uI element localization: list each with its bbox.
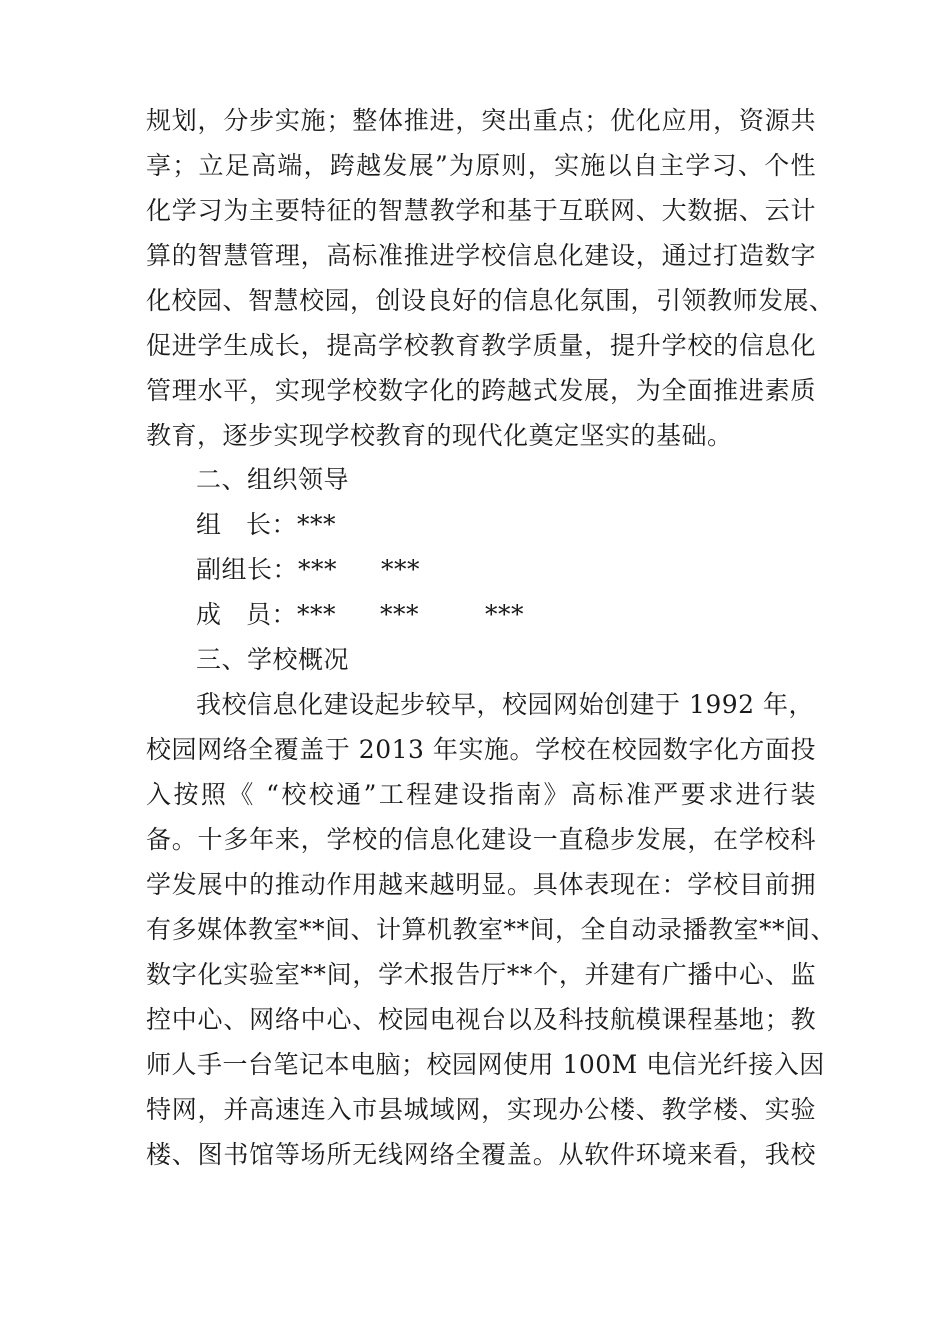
paragraph2-line-7: 数字化实验室**间，学术报告厅**个，并建有广播中心、监 xyxy=(146,960,816,989)
member-name-2: *** xyxy=(380,600,420,629)
member-name-1: *** xyxy=(297,600,337,629)
section-heading-school-overview: 三、学校概况 xyxy=(196,645,350,674)
vice-leader-name-1: *** xyxy=(298,555,338,584)
paragraph1-line-6: 促进学生成长，提高学校教育教学质量，提升学校的信息化 xyxy=(146,331,816,360)
section-heading-organization: 二、组织领导 xyxy=(196,465,350,494)
paragraph1-line-3: 化学习为主要特征的智慧教学和基于互联网、大数据、云计 xyxy=(146,196,816,225)
paragraph1-line-4: 算的智慧管理，高标准推进学校信息化建设，通过打造数字 xyxy=(146,241,816,270)
paragraph2-line-5: 学发展中的推动作用越来越明显。具体表现在：学校目前拥 xyxy=(146,870,816,899)
paragraph2-line-3: 入按照《 “校校通”工程建设指南》高标准严要求进行装 xyxy=(146,780,816,809)
vice-leader-name-2: *** xyxy=(381,555,421,584)
paragraph2-line-1: 我校信息化建设起步较早，校园网始创建于 1992 年， xyxy=(196,690,815,719)
vice-leader-label: 副组长： xyxy=(196,555,299,584)
vice-leader-row xyxy=(196,547,420,592)
paragraph2-line-11: 楼、图书馆等场所无线网络全覆盖。从软件环境来看，我校 xyxy=(146,1140,816,1169)
leader-name: *** xyxy=(297,510,337,539)
paragraph2-line-8: 控中心、网络中心、校园电视台以及科技航模课程基地；教 xyxy=(146,1005,816,1034)
paragraph2-line-9: 师人手一台笔记本电脑；校园网使用 100M 电信光纤接入因 xyxy=(146,1050,825,1079)
paragraph1-line-7: 管理水平，实现学校数字化的跨越式发展，为全面推进素质 xyxy=(146,376,816,405)
paragraph2-line-10: 特网，并高速连入市县城域网，实现办公楼、教学楼、实验 xyxy=(146,1095,816,1124)
members-label: 成 员： xyxy=(196,600,298,629)
leader-row xyxy=(196,502,336,547)
paragraph1-line-8: 教育，逐步实现学校教育的现代化奠定坚实的基础。 xyxy=(146,421,733,450)
paragraph1-line-1: 规划，分步实施；整体推进，突出重点；优化应用，资源共 xyxy=(146,106,816,135)
paragraph1-line-5: 化校园、智慧校园，创设良好的信息化氛围，引领教师发展、 xyxy=(146,286,835,315)
paragraph2-line-4: 备。十多年来，学校的信息化建设一直稳步发展，在学校科 xyxy=(146,825,816,854)
members-row xyxy=(196,592,524,637)
paragraph2-line-6: 有多媒体教室**间、计算机教室**间，全自动录播教室**间、 xyxy=(146,915,837,944)
paragraph2-line-2: 校园网络全覆盖于 2013 年实施。学校在校园数字化方面投 xyxy=(146,735,816,764)
leader-label: 组 长： xyxy=(196,510,298,539)
member-name-3: *** xyxy=(485,600,525,629)
paragraph1-line-2: 享；立足高端，跨越发展”为原则，实施以自主学习、个性 xyxy=(146,151,816,180)
